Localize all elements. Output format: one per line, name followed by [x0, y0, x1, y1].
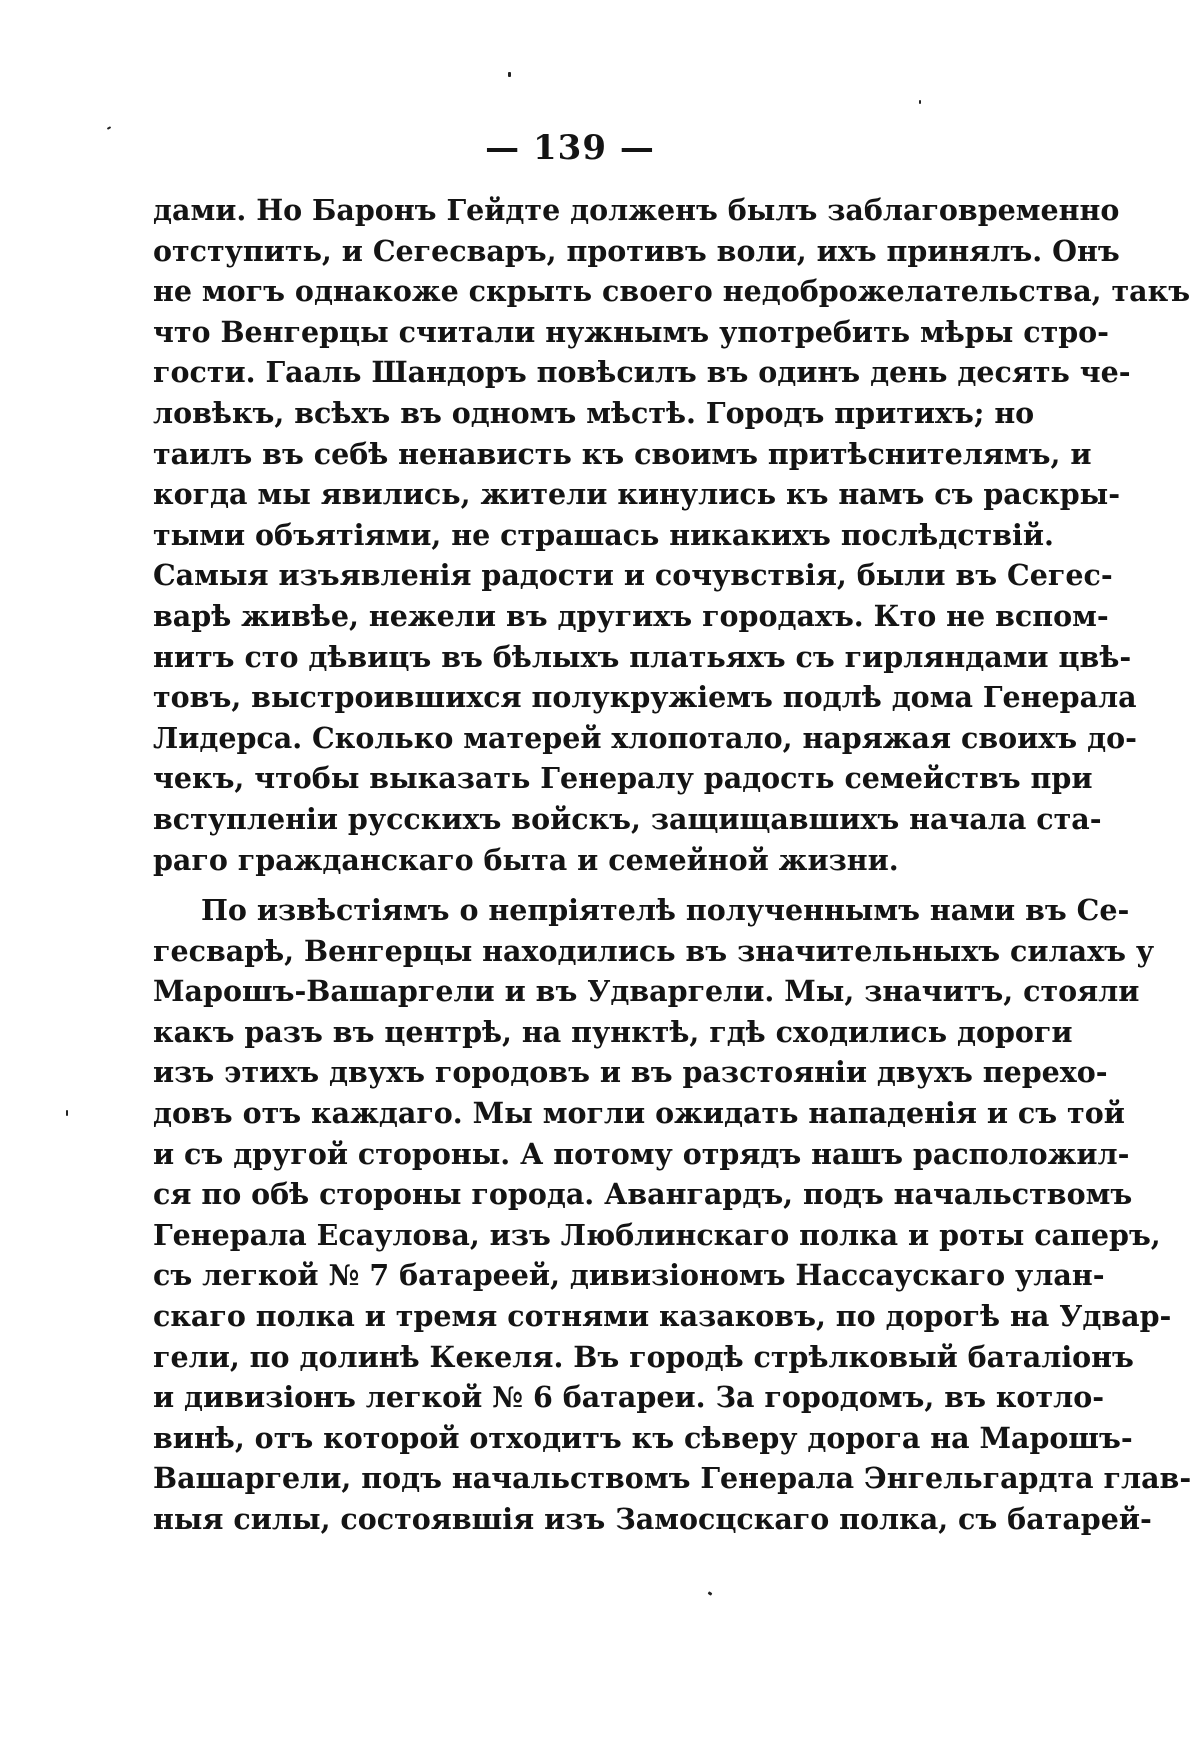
text-line: товъ, выстроившихся полукружіемъ подлѣ дома Генерала	[153, 680, 1137, 715]
text-line: когда мы явились, жители кинулись къ намъ съ раскры-	[153, 477, 1121, 512]
text-line: таилъ въ себѣ ненависть къ своимъ притѣснителямъ, и	[153, 436, 1092, 471]
text-line: ныя силы, состоявшія изъ Замосцскаго полка, съ батарей-	[153, 1502, 1152, 1536]
text-line: гости. Гааль Шандоръ повѣсилъ въ одинъ день десять че-	[153, 355, 1131, 390]
text-line: какъ разъ въ центрѣ, на пунктѣ, гдѣ сходились дороги	[153, 1014, 1073, 1049]
text-line: Лидерса. Сколько матерей хлопотало, наряжая своихъ до-	[153, 720, 1137, 755]
text-line: нитъ сто дѣвицъ въ бѣлыхъ платьяхъ съ гирляндами цвѣ-	[153, 639, 1132, 674]
text-line: чекъ, чтобы выказать Генералу радость семействъ при	[153, 761, 1093, 796]
paragraph-gap	[153, 880, 975, 890]
text-line: Марошъ-Вашаргели и въ Удваргели. Мы, значитъ, стояли	[153, 974, 1140, 1009]
text-line: По извѣстіямъ о непріятелѣ полученнымъ нами въ Се-	[201, 893, 1130, 928]
text-line: скаго полка и тремя сотнями казаковъ, по дорогѣ на Удвар-	[153, 1299, 1172, 1334]
text-line: ся по обѣ стороны города. Авангардъ, подъ начальствомъ	[153, 1177, 1133, 1212]
page-number: — 139 —	[485, 128, 655, 168]
text-line: вступленіи русскихъ войскъ, защищавшихъ начала ста-	[153, 801, 1102, 836]
speck	[66, 1110, 68, 1116]
text-line: гели, по долинѣ Кекеля. Въ городѣ стрѣлковый баталіонъ	[153, 1339, 1134, 1374]
body-text	[153, 190, 1191, 1540]
text-line: не могъ однакоже скрыть своего недоброжелательства, такъ	[153, 274, 1191, 309]
text-line: тыми объятіями, не страшась никакихъ послѣдствій.	[153, 517, 1054, 552]
text-line: гесварѣ, Венгерцы находились въ значительныхъ силахъ у	[153, 933, 1155, 968]
text-line: и дивизіонъ легкой № 6 батареи. За городомъ, въ котло-	[153, 1380, 1105, 1415]
text-line: довъ отъ каждаго. Мы могли ожидать нападенія и съ той	[153, 1096, 1125, 1131]
text-line: раго гражданскаго быта и семейной жизни.	[153, 842, 899, 877]
text-line: Вашаргели, подъ начальствомъ Генерала Энгельгардта глав-	[153, 1461, 1191, 1496]
text-line: Самыя изъявленія радости и сочувствія, были въ Сегес-	[153, 558, 1113, 593]
text-line: винѣ, отъ которой отходитъ къ сѣверу дорога на Марошъ-	[153, 1420, 1133, 1455]
text-line: отступить, и Сегесваръ, противъ воли, ихъ принялъ. Онъ	[153, 233, 1120, 268]
text-line: что Венгерцы считали нужнымъ употребить мѣры стро-	[153, 314, 1109, 349]
speck	[919, 100, 921, 104]
text-line: съ легкой № 7 батареей, дивизіономъ Нассаускаго улан-	[153, 1258, 1105, 1293]
text-line: варѣ живѣе, нежели въ другихъ городахъ. Кто не вспом-	[153, 598, 1109, 633]
text-line: изъ этихъ двухъ городовъ и въ разстояніи двухъ перехо-	[153, 1055, 1108, 1090]
text-line: и съ другой стороны. А потому отрядъ нашъ расположил-	[153, 1136, 1130, 1171]
text-line: дами. Но Баронъ Гейдте долженъ былъ заблаговременно	[153, 193, 1120, 227]
speck	[508, 72, 511, 77]
text-line: Генерала Есаулова, изъ Люблинскаго полка и роты саперъ,	[153, 1217, 1161, 1252]
speck	[708, 1591, 713, 1596]
text-line: ловѣкъ, всѣхъ въ одномъ мѣстѣ. Городъ притихъ; но	[153, 395, 1035, 430]
